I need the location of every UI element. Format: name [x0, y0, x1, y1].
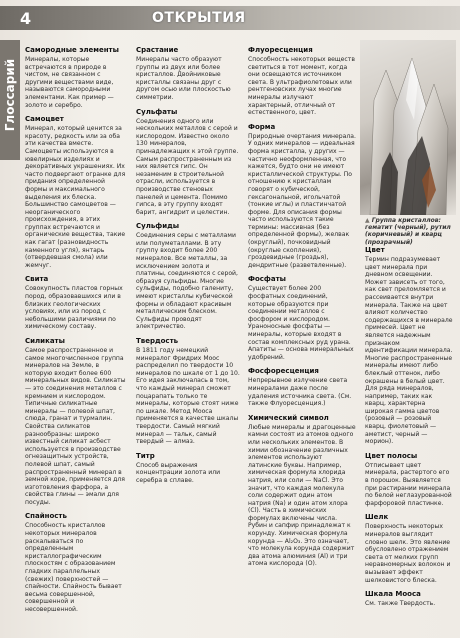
glossary-entry: [365, 590, 453, 608]
entry-term: Цвет: [365, 246, 385, 254]
entry-term: Сульфаты: [136, 107, 178, 116]
entry-term: Сульфиды: [136, 222, 180, 231]
entry-definition: Соединения одного или нескольких металлов с серой и кислородом. Известно около 130 минералов, принадлежащих к этой группе. Самым распространенным из них является гипс. Он незаменим в строительной отрасли, используется в производстве стеновых панелей и цемента. Помимо гипса, в эту группу входят барит, ангидрит и целестин.: [136, 117, 239, 216]
text-column-4: [365, 246, 453, 614]
glossary-entry: [25, 337, 128, 506]
glossary-entry: [365, 246, 453, 446]
glossary-entry: [25, 512, 128, 613]
entry-term: Срастание: [136, 46, 179, 54]
caption-text: Группа кристаллов: гематит (черный), рутил (коричневый) и кварц (прозрачный): [365, 217, 451, 246]
entry-definition: Способность некоторых веществ светиться в тот момент, когда они освещаются источником света. В ультрафиолетовых или рентгеновских лучах многие минералы излучают характерный, отличный от естественного, цвет.: [248, 56, 355, 117]
entry-definition: Способность кристаллов некоторых минералов раскалываться по определенным кристаллографическим плоскостям с образованием гладких параллельных (свежих) поверхностей — спайности. Спайность бывает весьма совершенной, совершенной и несовершенной.: [25, 522, 122, 613]
glossary-entry: [136, 46, 240, 102]
entry-term: Фосфаты: [248, 275, 286, 284]
glossary-entry: [248, 367, 356, 407]
entry-definition: Термин подразумевает цвет минерала при дневном освещении. Может зависеть от того, как свет преломляется и рассеивается внутри минерала. Также на цвет влияют количество содержащихся в минерале примесей. Цвет не является надежным признаком идентификации минерала. Многие распространенные минералы имеют либо блеклый оттенок, либо окрашены в белый цвет. Для ряда минералов, например, таких как кварц, характерна широкая гамма цветов (розовый — розовый кварц, фиолетовый — аметист, черный — морион).: [365, 256, 453, 446]
glossary-entry: [365, 513, 453, 584]
caption-triangle-icon: ▲: [365, 217, 370, 224]
text-column-1: [25, 46, 128, 620]
entry-term: Силикаты: [25, 337, 65, 345]
page-number: 4: [20, 9, 32, 28]
entry-definition: Соединения серы с металлами или полуметаллами. В эту группу входит более 200 минералов. Все металлы, за исключением золота и платины, соединяются с серой, образуя сульфиды. Многие сульфиды, подобно галениту, имеют кристаллы кубической формы и обладают красивым металлическим блеском. Сульфиды проводят электричество.: [136, 232, 238, 331]
glossary-entry: [248, 275, 356, 361]
glossary-entry: [25, 46, 128, 109]
entry-term: Форма: [248, 122, 276, 131]
entry-term: Спайность: [25, 512, 67, 521]
entry-definition: Существует более 200 фосфатных соединений, которые образуются при соединении металлов с фосфором и кислородом. Ураноносные фосфаты — минералы, которые входят в состав комплексных руд урана. Апатиты — основа минеральных удобрений.: [248, 285, 354, 361]
crystal-group-photo: [360, 40, 456, 215]
entry-definition: Способ выражения концентрации золота или серебра в сплаве.: [136, 461, 221, 484]
entry-definition: См. также Твердость.: [365, 600, 436, 608]
text-column-2: [136, 46, 240, 491]
glossary-entry: [136, 108, 240, 217]
entry-definition: В 1811 году немецкий минералог Фридрих Моос распределил по твердости 10 минералов по шкале от 1 до 10. Его идея заключалась в том, что каждый минерал сможет поцарапать только те минералы, которые стоят ниже по шкале. Метод Мооса применяется в качестве шкалы твердости. Самый мягкий минерал — тальк, самый твердый — алмаз.: [136, 347, 240, 446]
entry-definition: Самое распространенное и самое многочисленное группа минералов на Земле, в которую входит более 600 минеральных видов. Силикаты — это соединения металлов с кремнием и кислородом. Типичные силикатные минералы — полевой шпат, слюда, гранат и турмалин. Свойства силикатов разнообразны: широко известный силикат асбест используется в производстве огнезащитных устройств, полевой шпат, самый распространенный минерал в земной коре, применяется для изготовления фарфора, а свойства глины — эмали для посуды.: [25, 347, 126, 506]
glossary-entry: [25, 115, 128, 269]
entry-definition: Поверхность некоторых минералов выглядит словно шелк. Это явление обусловлено отражением света от мелких групп неравномерных волокон и вызывает эффект шелковистого блеска.: [365, 523, 451, 584]
glossary-side-tab: [0, 40, 20, 160]
glossary-entry: [136, 452, 240, 485]
entry-term: Свита: [25, 275, 49, 284]
entry-term: Шкала Мооса: [365, 590, 421, 599]
text-column-3: [248, 46, 356, 574]
entry-term: Химический символ: [248, 413, 329, 422]
entry-term: Титр: [136, 451, 155, 460]
entry-definition: Непрерывное излучение света минералами даже после удаления источника света. (См. также Флуоресценция.): [248, 377, 352, 408]
glossary-entry: [248, 46, 356, 117]
entry-term: Фосфоресценция: [248, 367, 319, 376]
glossary-entry: [248, 414, 356, 568]
entry-term: Самоцвет: [25, 115, 64, 124]
entry-definition: Природные очертания минерала. У одних минералов — идеальная форма кристалла, у других — частично неоформленная, что кажется, будто они не имеют кристаллической структуры. По отношению к кристаллам говорят о кубической, гексагональной, игольчатой (тонкие иглы) и пластинчатой форме. Для описания формы часто используются такие термины: массивная (без определенной формы), желвак (округлый), почковидный (округлые скопления), гроздевидные (гроздья), дендритные (разветвленные).: [248, 132, 356, 269]
glossary-label: Глоссарий: [3, 58, 17, 132]
glossary-entry: [365, 452, 453, 508]
crystal-illustration: [360, 40, 456, 215]
entry-term: Шелк: [365, 513, 389, 522]
entry-definition: Отписывает цвет минерала, растертого его в порошок. Выявляется при растирании минерала по белой неглазурованной фарфоровой пластинке.: [365, 461, 452, 507]
entry-definition: Минерал, который ценится за красоту, редкость или за оба эти качества вместе. Самоцветы используются в ювелирных изделиях и декоративных украшениях. Их часто подвергают огранке для придания определенной формы и максимального выделения их блеска. Большинство самоцветов — неорганического происхождения, в этих группах встречаются и органические вещества, такие как гагат (разновидность каменного угля), янтарь (отвердевшая смола) или жемчуг.: [25, 125, 126, 269]
glossary-entry: [248, 123, 356, 270]
entry-definition: Любые минералы и драгоценные камни состоят из атомов одного или нескольких элементов. В химии обозначение различных элементов используют латинские буквы. Например, химическая формула хлорида натрия, или соли — NaCl. Это значит, что каждая молекула соли содержит один атом натрия (Na) и один атом хлора (Cl). Часть в химических формулах включены числа. Рубин и сапфир принадлежат к корунду. Химическая формула корунда — Al₂O₃. Это означает, что молекула корунда содержит два атома алюминия (Al) и три атома кислорода (O).: [248, 423, 356, 568]
entry-definition: Совокупность пластов горных пород, образовавшихся или в близких геологических условиях, или из пород с небольшими различиями по химическому составу.: [25, 285, 123, 331]
glossary-entry: [136, 337, 240, 446]
page-header: [0, 6, 460, 30]
entry-term: Флуоресценция: [248, 46, 313, 54]
entry-definition: Минералы, которые встречаются в природе в чистом, не связанном с другими веществами виде, называются самородными элементами. Как пример — золото и серебро.: [25, 56, 114, 109]
entry-definition: Минералы часто образуют группы из двух или более кристаллов. Двойниковые кристаллы связаны друг с другом осью или плоскостью симметрии.: [136, 56, 231, 101]
entry-term: Твердость: [136, 337, 179, 345]
section-title: ОТКРЫТИЯ: [152, 10, 246, 26]
entry-term: Самородные элементы: [25, 46, 119, 54]
photo-caption: [365, 217, 455, 246]
glossary-entry: [136, 222, 240, 331]
entry-term: Цвет полосы: [365, 451, 418, 460]
glossary-entry: [25, 275, 128, 331]
